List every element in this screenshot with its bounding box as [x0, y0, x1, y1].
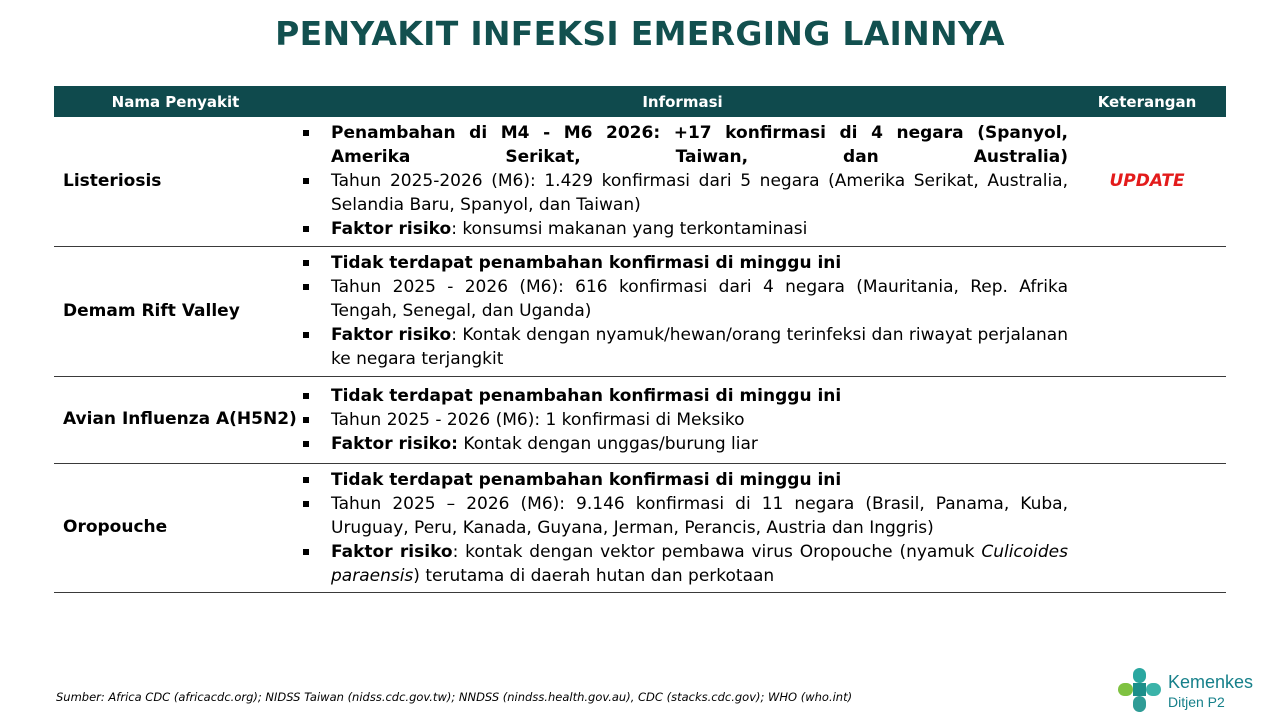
info-bullet: Tidak terdapat penambahan konfirmasi di minggu ini [297, 468, 1068, 492]
note-cell [1068, 246, 1226, 376]
disease-table [54, 86, 1226, 593]
note-cell [1068, 463, 1226, 592]
info-bullet: Faktor risiko: kontak dengan vektor pembawa virus Oropouche (nyamuk Culicoides paraensis) terutama di daerah hutan dan perkotaan [297, 540, 1068, 588]
logo-line2: Ditjen P2 [1168, 694, 1225, 710]
info-bullet: Penambahan di M4 - M6 2026: +17 konfirmasi di 4 negara (Spanyol, Amerika Serikat, Taiwan, dan Australia) [297, 121, 1068, 169]
source-footnote: Sumber: Africa CDC (africacdc.org); NIDSS Taiwan (nidss.cdc.gov.tw); NNDSS (nindss.health.gov.au), CDC (stacks.cdc.gov); WHO (who.int) [56, 690, 853, 704]
header-info: Informasi [297, 86, 1068, 117]
page-title: PENYAKIT INFEKSI EMERGING LAINNYA [275, 14, 1005, 53]
info-bullet: Tahun 2025-2026 (M6): 1.429 konfirmasi dari 5 negara (Amerika Serikat, Australia, Selandia Baru, Spanyol, dan Taiwan) [297, 169, 1068, 217]
info-bullet: Faktor risiko: Kontak dengan nyamuk/hewan/orang terinfeksi dan riwayat perjalanan ke negara terjangkit [297, 323, 1068, 371]
info-bullet: Tidak terdapat penambahan konfirmasi di minggu ini [297, 384, 1068, 408]
table-row [54, 463, 1226, 592]
kemenkes-cross-icon [1116, 666, 1166, 716]
info-bullet: Faktor risiko: Kontak dengan unggas/burung liar [297, 432, 1068, 456]
info-bullet: Tidak terdapat penambahan konfirmasi di minggu ini [297, 251, 1068, 275]
header-note: Keterangan [1068, 86, 1226, 117]
disease-name: Oropouche [54, 463, 297, 592]
table-row [54, 246, 1226, 376]
disease-info [297, 463, 1068, 592]
disease-name: Demam Rift Valley [54, 246, 297, 376]
kemenkes-logo [1116, 666, 1276, 716]
table-row [54, 376, 1226, 463]
table-row [54, 117, 1226, 246]
disease-info [297, 117, 1068, 246]
update-badge: UPDATE [1068, 117, 1226, 246]
disease-name: Listeriosis [54, 117, 297, 246]
disease-info [297, 246, 1068, 376]
note-cell [1068, 376, 1226, 463]
disease-info [297, 376, 1068, 463]
table-header-row [54, 86, 1226, 117]
header-name: Nama Penyakit [54, 86, 297, 117]
info-bullet: Tahun 2025 - 2026 (M6): 1 konfirmasi di Meksiko [297, 408, 1068, 432]
info-bullet: Faktor risiko: konsumsi makanan yang terkontaminasi [297, 217, 1068, 241]
logo-line1: Kemenkes [1168, 672, 1254, 692]
info-bullet: Tahun 2025 - 2026 (M6): 616 konfirmasi dari 4 negara (Mauritania, Rep. Afrika Tengah, Senegal, dan Uganda) [297, 275, 1068, 323]
disease-name: Avian Influenza A(H5N2) [54, 376, 297, 463]
info-bullet: Tahun 2025 – 2026 (M6): 9.146 konfirmasi di 11 negara (Brasil, Panama, Kuba, Uruguay, Peru, Kanada, Guyana, Jerman, Perancis, Austria dan Inggris) [297, 492, 1068, 540]
